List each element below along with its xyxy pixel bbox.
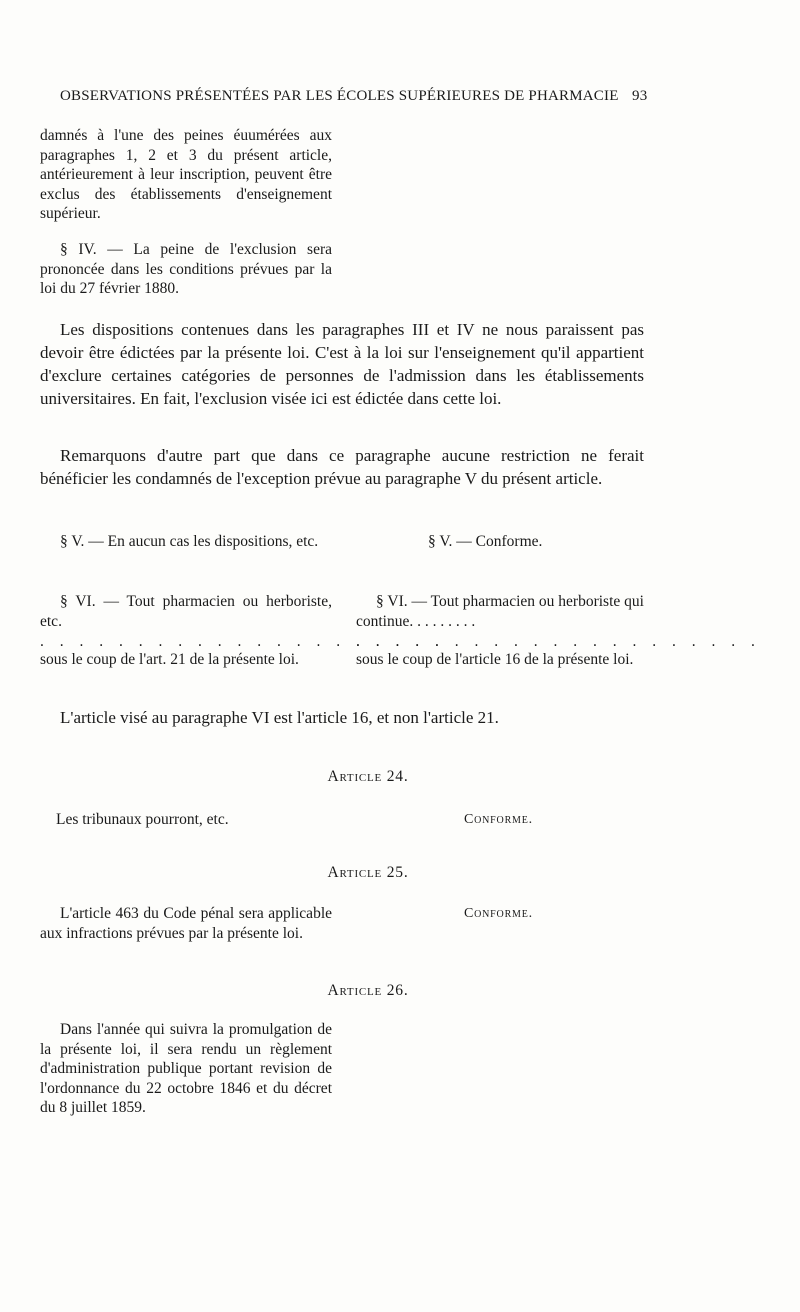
article-25-conforme: Conforme. [464, 906, 533, 921]
section-v-right: § V. — Conforme. [428, 533, 543, 550]
article-25-heading: Article 25. [327, 864, 409, 881]
article-26-heading: Article 26. [327, 982, 409, 999]
commentary-paragraph: Les dispositions contenues dans les paragraphes III et IV ne nous paraissent pas devoir être édictées par la présente loi. C'est à la loi sur l'enseignement qu'il appartient d'exclure certaines catégories de personnes de l'admission dans les établissements universitaires. En fait, l'exclusion visée ici est édictée dans cette loi. [40, 320, 644, 408]
section-vi-left-cont: sous le coup de l'art. 21 de la présente loi. [40, 651, 299, 668]
article-24-text: Les tribunaux pourront, etc. [56, 811, 229, 828]
page-number: 93 [632, 88, 648, 104]
section-vi-right-cont: sous le coup de l'article 16 de la présente loi. [356, 651, 634, 668]
article-24-conforme: Conforme. [464, 812, 533, 827]
ellipsis-dots-left: . . . . . . . . . . . . . . . . . . . . . [40, 633, 445, 650]
law-text-paragraph-iv: § IV. — La peine de l'exclusion sera prononcée dans les conditions prévues par la loi du 27 février 1880. [40, 241, 332, 297]
section-vi-right: § VI. — Tout pharmacien ou herboriste qui continue. . . . . . . . . [356, 593, 644, 630]
section-v-left: § V. — En aucun cas les dispositions, etc. [60, 533, 319, 550]
article-25-text: L'article 463 du Code pénal sera applicable aux infractions prévues par la présente loi. [40, 905, 332, 942]
note-article-reference: L'article visé au paragraphe VI est l'article 16, et non l'article 21. [60, 708, 499, 727]
running-title: OBSERVATIONS PRÉSENTÉES PAR LES ÉCOLES SUPÉRIEURES DE PHARMACIE [60, 88, 619, 104]
commentary-paragraph: Remarquons d'autre part que dans ce paragraphe aucune restriction ne ferait bénéficier les condamnés de l'exception prévue au paragraphe V du présent article. [40, 446, 644, 488]
article-24-heading: Article 24. [327, 768, 409, 785]
law-text-paragraph: damnés à l'une des peines éuumérées aux paragraphes 1, 2 et 3 du présent article, antérieurement à leur inscription, peuvent être exclus des établissements d'enseignement supérieur. [40, 127, 332, 222]
section-vi-left: § VI. — Tout pharmacien ou herboriste, etc. [40, 593, 332, 630]
ellipsis-dots-right: . . . . . . . . . . . . . . . . . . . . . [356, 633, 761, 650]
article-26-text: Dans l'année qui suivra la promulgation de la présente loi, il sera rendu un règlement d'administration publique portant revision de l'ordonnance du 22 octobre 1846 et du décret du 8 juillet 1859. [40, 1021, 332, 1116]
